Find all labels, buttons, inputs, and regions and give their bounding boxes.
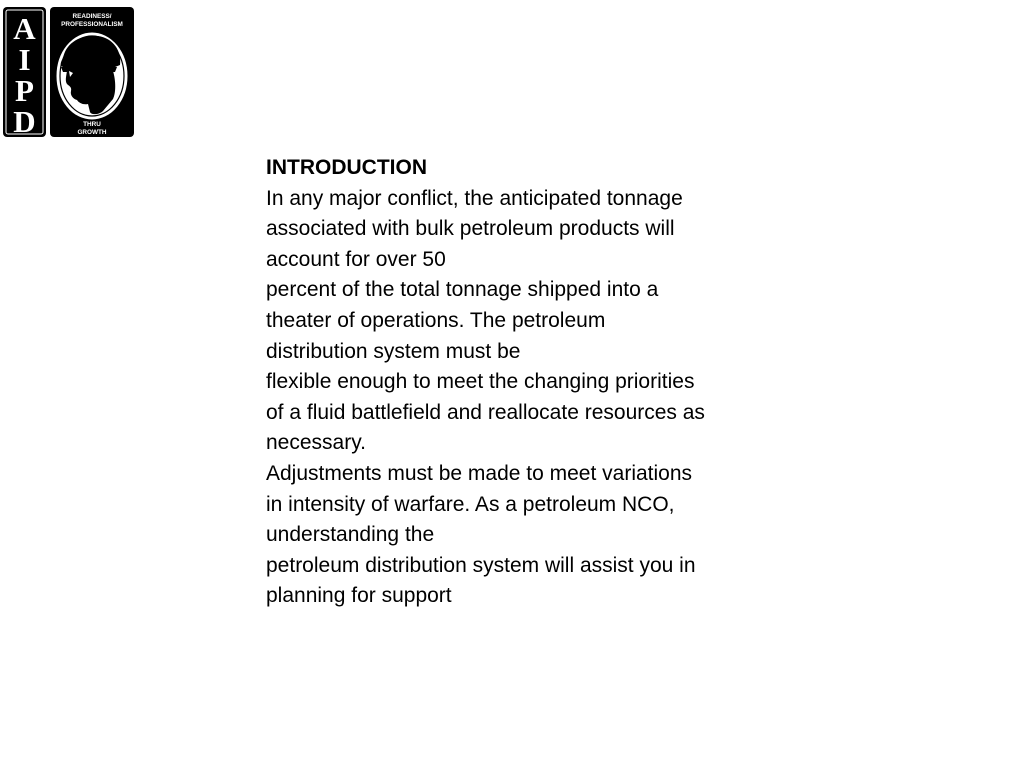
body-text-line: necessary. [266,431,366,455]
logo-top-text: PROFESSIONALISM [61,21,123,28]
body-text-line: associated with bulk petroleum products will [266,217,675,241]
logo-letter: D [13,104,36,137]
logo-top-text: READINESS/ [72,13,112,20]
body-text-line: in intensity of warfare. As a petroleum NCO, [266,492,675,516]
section-heading: INTRODUCTION [266,156,427,179]
logo-bottom-text: GROWTH [77,129,107,136]
body-text-line: petroleum distribution system will assist you in [266,553,696,577]
logo-letter: A [13,11,36,46]
body-text-line: flexible enough to meet the changing priorities [266,370,695,394]
logo-letter: I [18,42,31,77]
body-text-line: In any major conflict, the anticipated tonnage [266,186,683,210]
body-text-line: Adjustments must be made to meet variations [266,461,693,485]
logo-bottom-text: THRU [83,121,101,128]
body-text-line: of a fluid battlefield and reallocate resources as [266,400,705,424]
body-text-line: account for over 50 [266,247,446,271]
body-text-line: theater of operations. The petroleum [266,308,606,332]
document-body [266,153,766,612]
aipd-logo [3,7,134,137]
logo-letter: P [15,73,34,108]
body-text-line: planning for support [266,584,452,608]
body-text-line: percent of the total tonnage shipped into a [266,278,659,302]
body-text-line: distribution system must be [266,339,521,363]
body-text-line: understanding the [266,523,435,547]
